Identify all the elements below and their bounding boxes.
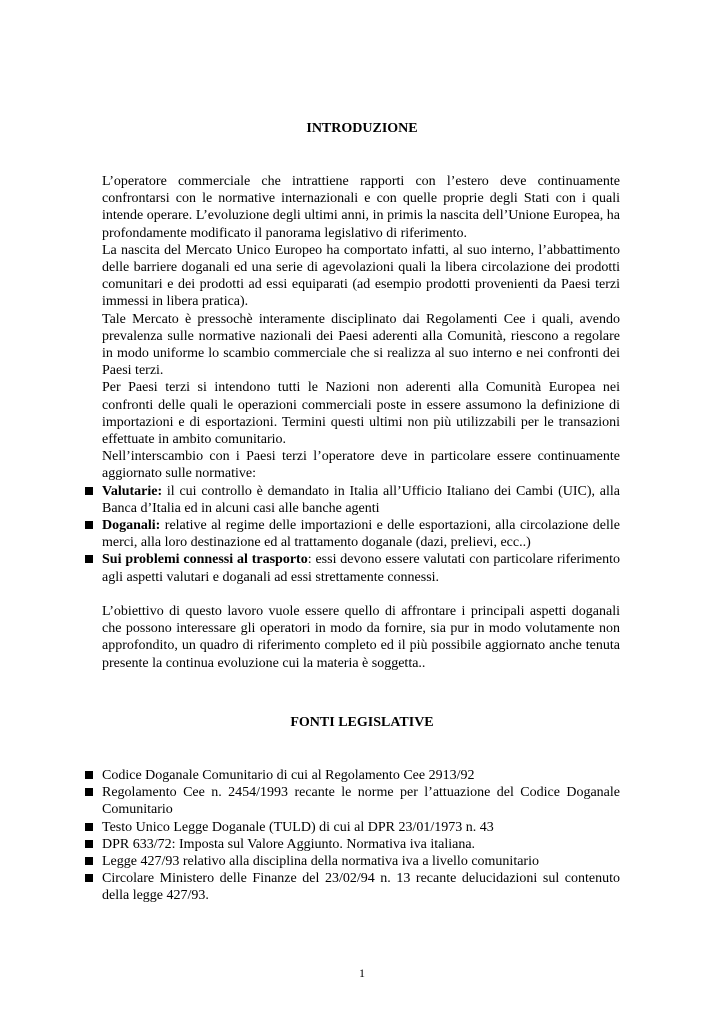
bullet-item-valutarie	[102, 483, 620, 517]
source-text: Legge 427/93 relativo alla disciplina della normativa iva a livello comunitario	[102, 854, 539, 870]
sources-bullet-list	[102, 767, 620, 905]
intro-paragraph: L’operatore commerciale che intrattiene rapporti con l’estero deve continuamente confrontarsi con le normative internazionali e con quelle proprie degli Stati con i quali intende operare. L’evoluzione degli ultimi anni, in primis la nascita dell’Unione Europea, ha profondamente modificato il panorama legislativo di riferimento.	[102, 174, 620, 241]
square-bullet-icon	[85, 823, 93, 831]
square-bullet-icon	[85, 840, 93, 848]
source-text: Circolare Ministero delle Finanze del 23/02/94 n. 13 recante delucidazioni sul contenuto della legge 427/93.	[102, 871, 620, 904]
source-item	[102, 767, 620, 784]
square-bullet-icon	[85, 771, 93, 779]
source-item	[102, 819, 620, 836]
source-text: DPR 633/72: Imposta sul Valore Aggiunto. Normativa iva italiana.	[102, 836, 476, 852]
bullet-item-doganali	[102, 517, 620, 551]
source-item	[102, 853, 620, 870]
bullet-text: il cui controllo è demandato in Italia all’Ufficio Italiano dei Cambi (UIC), alla Banca d’Italia ed in alcuni casi alle banche agenti	[102, 483, 620, 516]
sources-section	[102, 767, 620, 905]
square-bullet-icon	[85, 487, 93, 495]
intro-closing-paragraph: L’obiettivo di questo lavoro vuole essere quello di affrontare i principali aspetti doganali che possono interessare gli operatori in modo da fornire, sia pur in modo volutamente non approfondito, un quadro di riferimento completo ed il più possibile aggiornato anche tenuta presente la continua evoluzione cui la materia è soggetta..	[102, 604, 620, 671]
square-bullet-icon	[85, 874, 93, 882]
paragraph-spacer	[102, 586, 620, 603]
sources-heading: FONTI LEGISLATIVE	[290, 715, 434, 730]
square-bullet-icon	[85, 788, 93, 796]
source-item	[102, 836, 620, 853]
bullet-text: relative al regime delle importazioni e delle esportazioni, alla circolazione delle merci, alla loro destinazione ed al trattamento doganale (dazi, prelievi, ecc..)	[102, 518, 620, 551]
intro-paragraph: Tale Mercato è pressochè interamente disciplinato dai Regolamenti Cee i quali, avendo prevalenza sulle normative nazionali dei Paesi aderenti alla Comunità, riescono a regolare in modo uniforme lo scambio commerciale che si realizza al suo interno e nei confronti dei Paesi terzi.	[102, 311, 620, 379]
intro-section	[102, 173, 620, 672]
intro-paragraph: Per Paesi terzi si intendono tutti le Nazioni non aderenti alla Comunità Europea nei confronti delle quali le operazioni commerciali poste in essere assumono la definizione di importazioni e di esportazioni. Termini questi ultimi non più utilizzabili per le transazioni effettuate in ambito comunitario.	[102, 380, 620, 448]
regulation-bullet-list	[102, 483, 620, 586]
bullet-term: Doganali:	[102, 518, 161, 534]
square-bullet-icon	[85, 555, 93, 563]
source-item	[102, 870, 620, 904]
source-item	[102, 784, 620, 818]
source-text: Testo Unico Legge Doganale (TULD) di cui al DPR 23/01/1973 n. 43	[102, 819, 494, 835]
intro-heading: INTRODUZIONE	[306, 121, 418, 136]
square-bullet-icon	[85, 521, 93, 529]
source-text: Codice Doganale Comunitario di cui al Regolamento Cee 2913/92	[102, 768, 475, 783]
source-text: Regolamento Cee n. 2454/1993 recante le norme per l’attuazione del Codice Doganale Comunitario	[102, 785, 620, 818]
page-number: 1	[359, 966, 365, 980]
intro-paragraph: Nell’interscambio con i Paesi terzi l’operatore deve in particolare essere continuamente aggiornato sulle normative:	[102, 449, 620, 482]
bullet-item-trasporto	[102, 551, 620, 585]
bullet-term: Valutarie:	[102, 483, 163, 499]
intro-paragraph: La nascita del Mercato Unico Europeo ha comportato infatti, al suo interno, l’abbattimento delle barriere doganali ed una serie di agevolazioni quali la libera circolazione dei prodotti comunitari e dei prodotti ad essi equiparati (ad esempio prodotti provenienti da Paesi terzi immessi in libera pratica).	[102, 242, 620, 310]
square-bullet-icon	[85, 857, 93, 865]
bullet-term: Sui problemi connessi al trasporto	[102, 552, 308, 568]
bullet-text: : essi devono essere valutati con particolare riferimento agli aspetti valutari e doganali ad essi strettamente connessi.	[102, 552, 620, 585]
